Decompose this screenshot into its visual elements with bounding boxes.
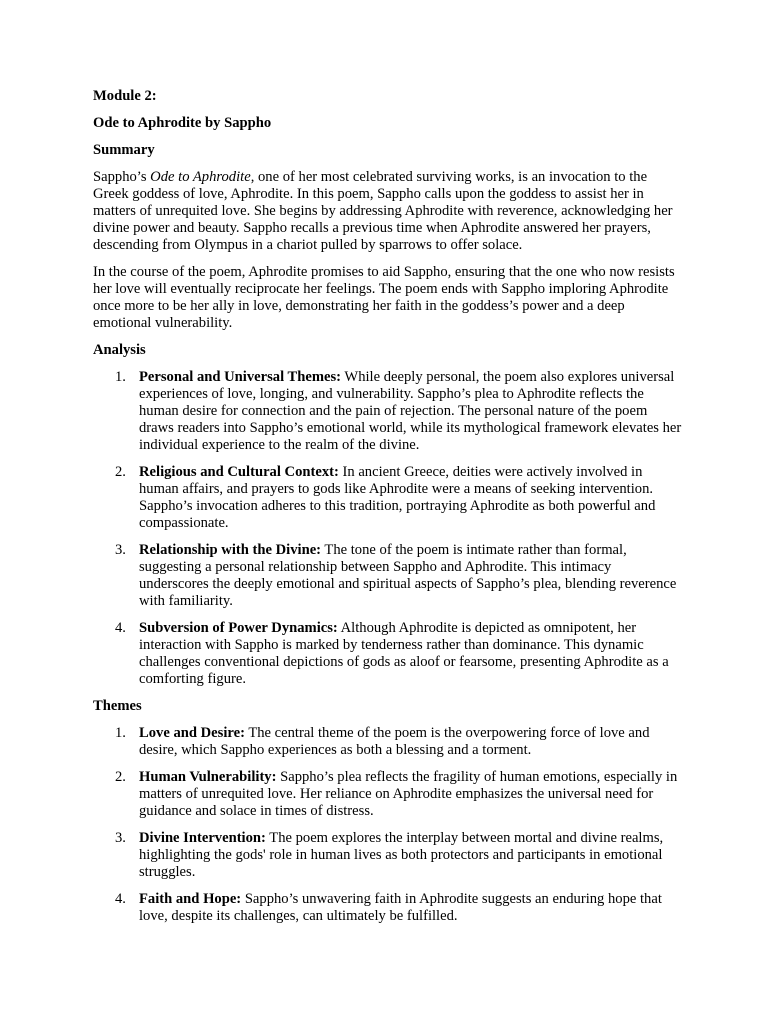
summary-p1-post: , one of her most celebrated surviving works, is an invocation to the Greek goddess of love, Aphrodite. In this poem, Sappho calls upon the goddess to assist her in matters of unrequited love. She begins by addressing Aphrodite with reverence, acknowledging her divine power and beauty. Sappho recalls a previous time when Aphrodite answered her prayers, descending from Olympus in a chariot pulled by sparrows to offer solace. — [93, 169, 673, 253]
list-item-text: The poem explores the interplay between mortal and divine realms, highlighting the gods' role in human lives as both protectors and participants in emotional struggles. — [139, 830, 664, 880]
summary-paragraph-2: In the course of the poem, Aphrodite promises to aid Sappho, ensuring that the one who now resists her love will eventually reciprocate her feelings. The poem ends with Sappho imploring Aphrodite once more to be her ally in love, demonstrating her faith in the goddess’s power and a deep emotional vulnerability. — [93, 264, 675, 331]
list-number: 2. — [115, 769, 126, 785]
list-number: 3. — [115, 542, 126, 558]
list-item-lead: Religious and Cultural Context: — [139, 464, 339, 480]
list-item-text: Sappho’s plea reflects the fragility of human emotions, especially in matters of unrequited love. Her reliance on Aphrodite emphasizes the universal need for guidance and solace in times of distress. — [139, 769, 678, 819]
module-label: Module 2: — [93, 88, 157, 104]
list-number: 4. — [115, 891, 126, 907]
poem-title-italic: Ode to Aphrodite — [150, 169, 251, 185]
list-item-lead: Subversion of Power Dynamics: — [139, 620, 338, 636]
list-item-text: In ancient Greece, deities were actively involved in human affairs, and prayers to gods like Aphrodite were a means of seeking intervention. Sappho’s invocation adheres to this tradition, portraying Aphrodite as both powerful and compassionate. — [139, 464, 656, 531]
list-item-lead: Divine Intervention: — [139, 830, 266, 846]
list-item — [93, 464, 683, 532]
summary-heading: Summary — [93, 142, 155, 158]
list-item-lead: Love and Desire: — [139, 725, 245, 741]
list-item-lead: Faith and Hope: — [139, 891, 242, 907]
list-number: 1. — [115, 369, 126, 385]
analysis-list — [93, 369, 683, 688]
list-item-lead: Human Vulnerability: — [139, 769, 277, 785]
list-item-text: The central theme of the poem is the overpowering force of love and desire, which Sappho experiences as both a blessing and a torment. — [139, 725, 650, 758]
themes-list — [93, 725, 683, 925]
list-item — [93, 620, 683, 688]
document-title: Ode to Aphrodite by Sappho — [93, 115, 272, 131]
list-item-text: While deeply personal, the poem also explores universal experiences of love, longing, and vulnerability. Sappho’s plea to Aphrodite reflects the human desire for connection and the pain of rejection. The personal nature of the poem draws readers into Sappho’s emotional world, while its mythological framework elevates her individual experience to the realm of the divine. — [139, 369, 682, 453]
list-item — [93, 769, 683, 820]
list-item-text: Sappho’s unwavering faith in Aphrodite suggests an enduring hope that love, despite its challenges, can ultimately be fulfilled. — [139, 891, 662, 924]
themes-heading: Themes — [93, 698, 142, 714]
list-number: 3. — [115, 830, 126, 846]
list-item-lead: Relationship with the Divine: — [139, 542, 322, 558]
list-item — [93, 369, 683, 454]
list-number: 1. — [115, 725, 126, 741]
list-item — [93, 830, 683, 881]
list-item-lead: Personal and Universal Themes: — [139, 369, 342, 385]
list-item — [93, 891, 683, 925]
list-item-text: Although Aphrodite is depicted as omnipotent, her interaction with Sappho is marked by tenderness rather than dominance. This dynamic challenges conventional depictions of gods as aloof or fearsome, presenting Aphrodite as a comforting figure. — [139, 620, 669, 687]
list-number: 2. — [115, 464, 126, 480]
list-number: 4. — [115, 620, 126, 636]
document-page — [93, 88, 683, 935]
summary-paragraph-1 — [93, 169, 683, 254]
list-item — [93, 542, 683, 610]
list-item — [93, 725, 683, 759]
list-item-text: The tone of the poem is intimate rather than formal, suggesting a personal relationship between Sappho and Aphrodite. This intimacy underscores the deeply emotional and spiritual aspects of Sappho’s plea, blending reverence with familiarity. — [139, 542, 677, 609]
summary-p1-pre: Sappho’s — [93, 169, 151, 185]
analysis-heading: Analysis — [93, 342, 146, 358]
